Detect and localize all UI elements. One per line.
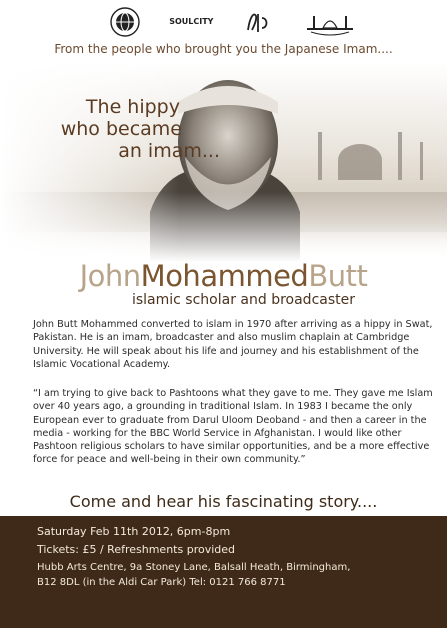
event-details-footer <box>0 516 447 628</box>
speaker-subtitle: islamic scholar and broadcaster <box>131 292 355 308</box>
speaker-name-first: John <box>79 259 141 293</box>
event-address-line-2: B12 8DL (in the Aldi Car Park) Tel: 0121 766 8771 <box>37 577 286 588</box>
headline-line-3: an imam... <box>118 140 220 162</box>
event-date: Saturday Feb 11th 2012, 6pm-8pm <box>37 525 231 538</box>
speaker-name <box>0 259 447 293</box>
headline <box>30 96 220 162</box>
tagline: From the people who brought you the Japanese Imam.... <box>54 42 393 56</box>
hubb-logo <box>241 5 275 39</box>
headline-line-1: The hippy <box>85 96 180 118</box>
soulcity-logo-text: SOULCITY <box>169 17 214 26</box>
mosque-logo <box>302 5 358 39</box>
speaker-name-last: Butt <box>308 259 368 293</box>
bio-paragraph: John Butt Mohammed converted to islam in 1970 after arriving as a hippy in Swat, Pakistan. He is an imam, broadcaster and also muslim chaplain at Cambridge University. He will speak about his life and journey and his establishment of the Islamic Vocational Academy. <box>33 319 433 370</box>
call-to-action: Come and hear his fascinating story.... <box>69 492 378 511</box>
sponsor-logos <box>108 4 358 40</box>
headline-line-2: who became <box>60 118 182 140</box>
quote-paragraph: “I am trying to give back to Pashtoons what they gave to me. They gave me Islam over 40 years ago, a grounding in traditional Islam. In 1983 I became the only European ever to graduate from Darul Uloom Deoband - and then a career in the media - working for the BBC World Service in Afghanistan. I would like other Pashtoon religious scholars to have similar opportunities, and be a more effective force for peace and well-being in their own community.” <box>33 388 433 466</box>
speaker-name-middle: Mohammed <box>140 259 309 293</box>
soulcity-logo <box>169 5 213 39</box>
event-address-line-1: Hubb Arts Centre, 9a Stoney Lane, Balsall Heath, Birmingham, <box>37 562 351 573</box>
globe-logo <box>108 5 142 39</box>
event-tickets: Tickets: £5 / Refreshments provided <box>37 543 235 556</box>
portrait-photo <box>0 62 447 262</box>
